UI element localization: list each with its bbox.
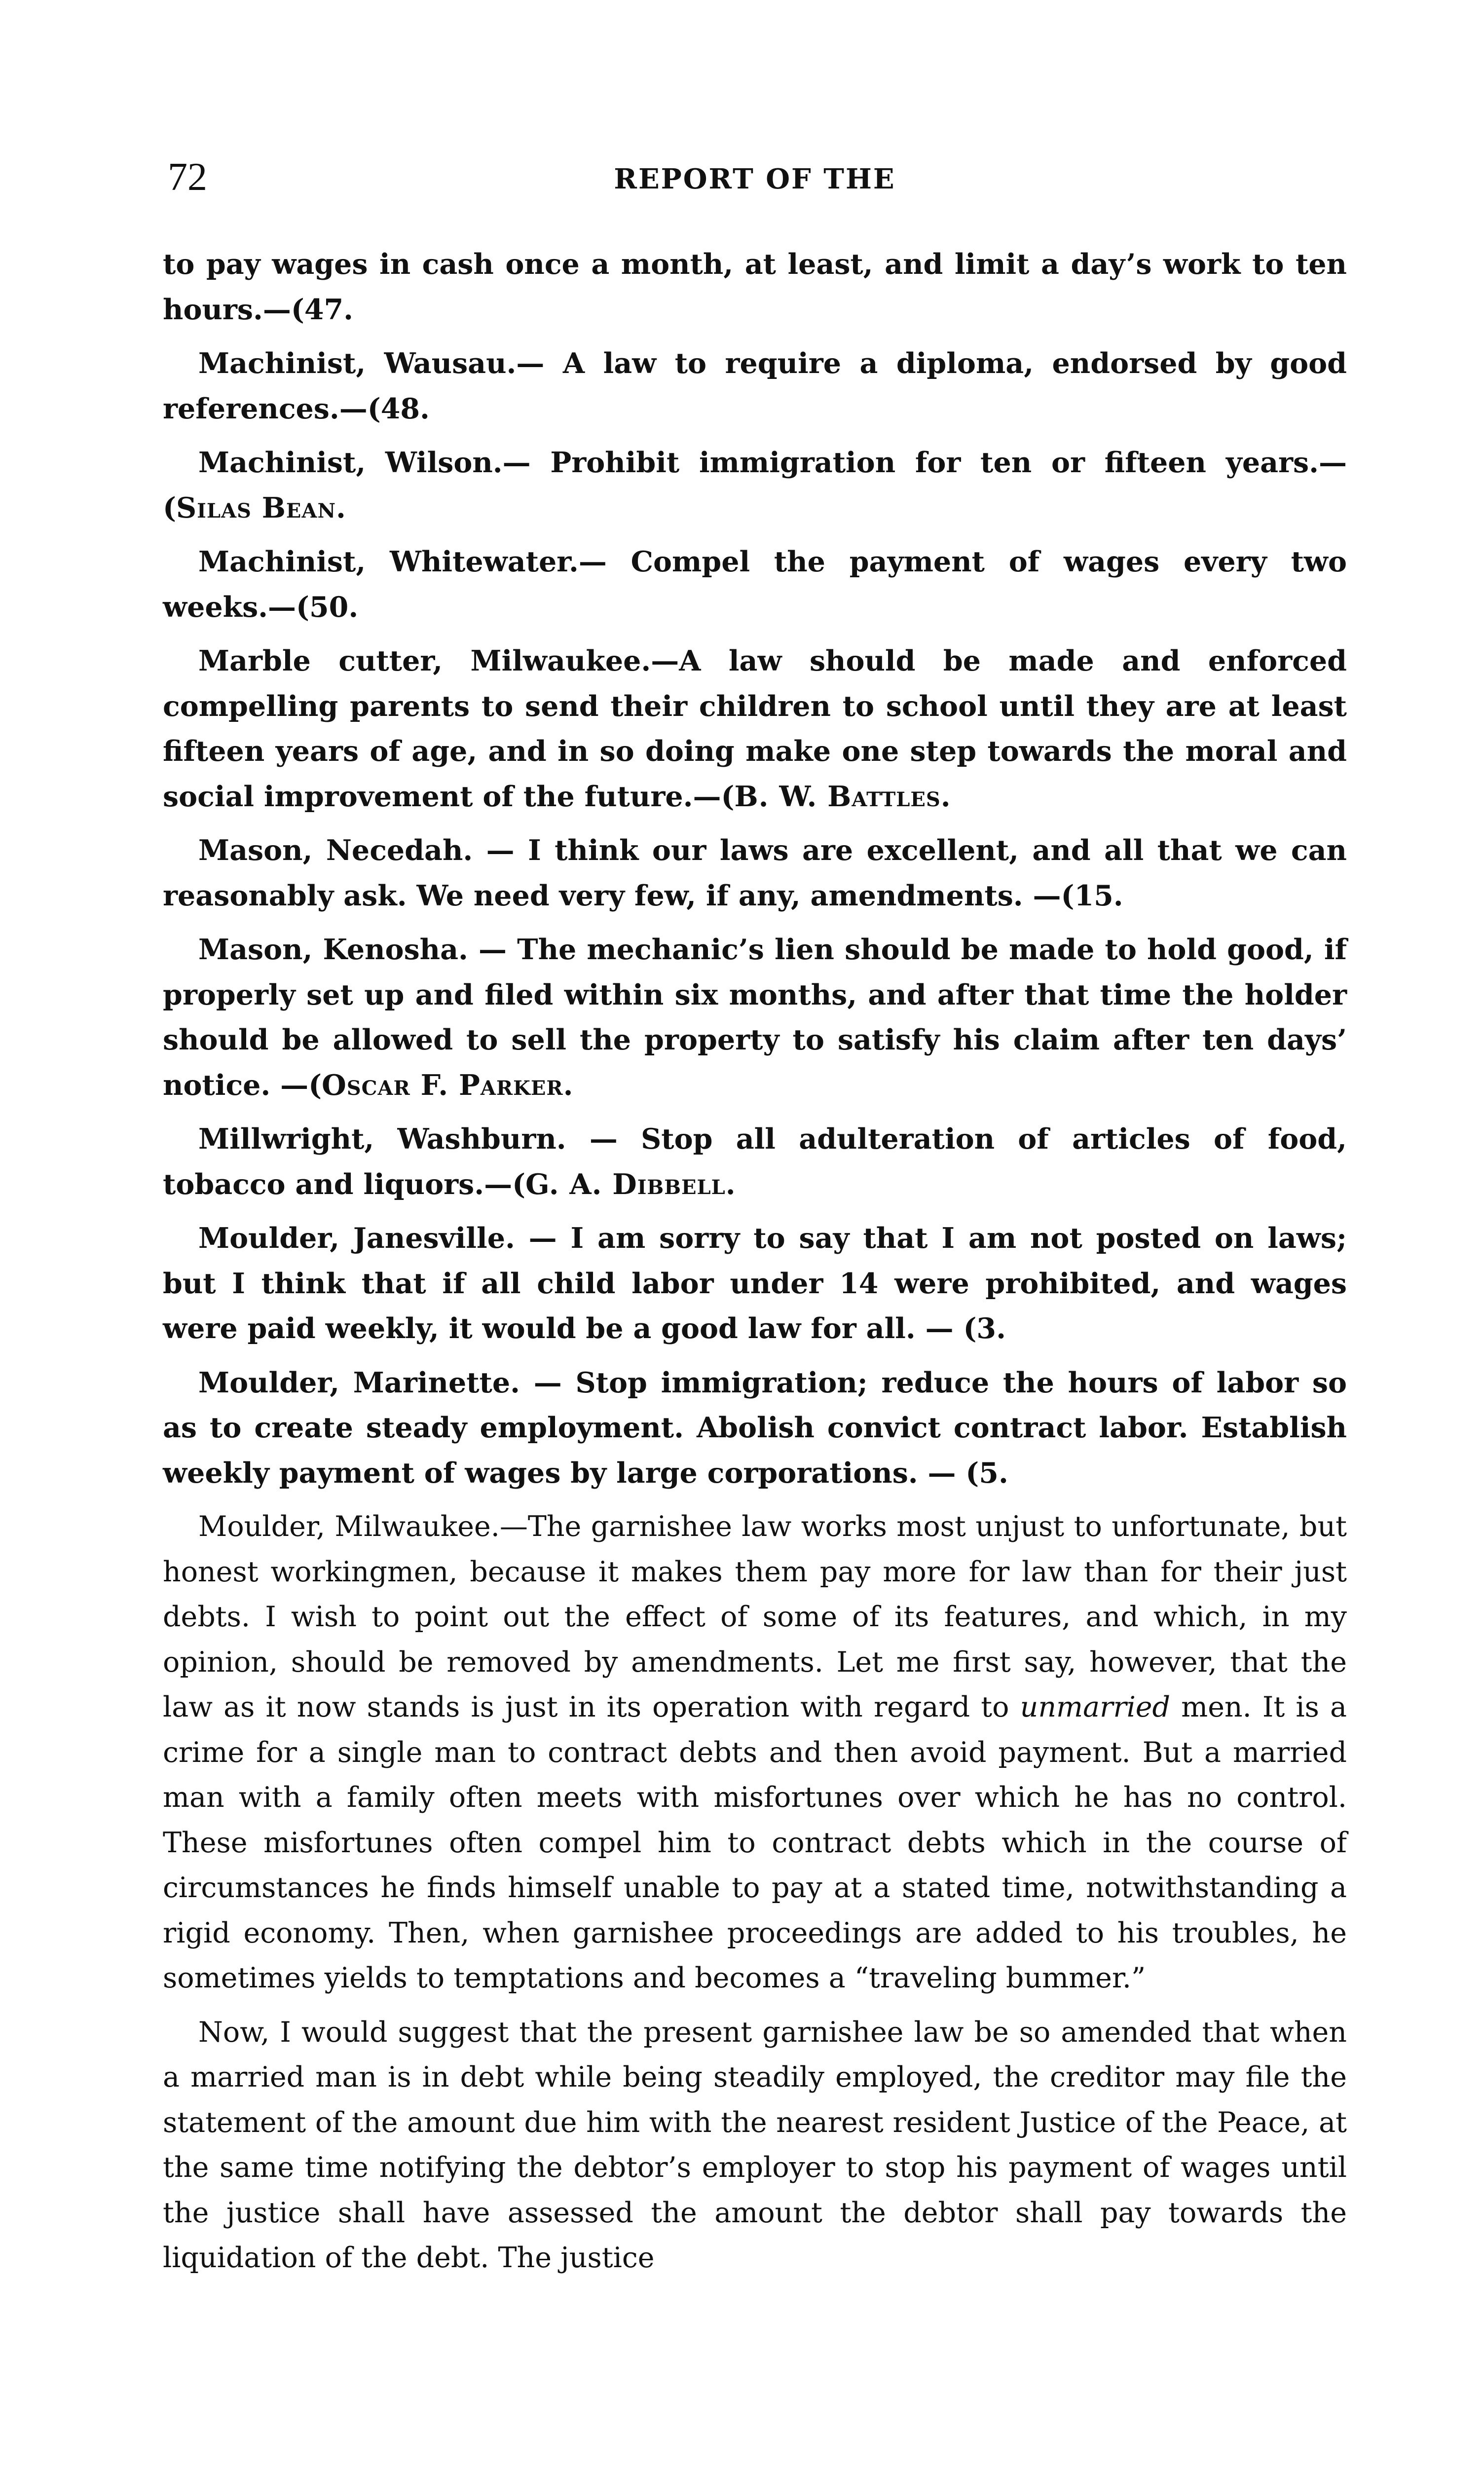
entry-lead: Marble cutter, Milwaukee.	[198, 644, 651, 677]
body-text	[163, 242, 1347, 2290]
entry-lead: Mason, Kenosha.	[198, 933, 468, 966]
page-number: 72	[168, 155, 207, 199]
entry-text: — Stop immigration; reduce the hours of labor so as to create steady employment. Abolish convict contract labor. Establish weekly payment of wages by large corporations. — (5.	[163, 1366, 1347, 1490]
running-head: REPORT OF THE	[614, 163, 896, 195]
entry-lead: Machinist, Wilson.	[198, 446, 503, 479]
entry-text: — I think our laws are excellent, and all that we can reasonably ask. We need very few, if any, amendments. —(15.	[163, 834, 1347, 912]
entry-paragraph	[163, 539, 1347, 630]
entry-text: — Prohibit immigration for ten or fifteen years.— (	[163, 446, 1347, 524]
entry-paragraph	[163, 1216, 1347, 1351]
entry-lead: Moulder, Janesville.	[198, 1222, 515, 1255]
entry-paragraph	[163, 927, 1347, 1108]
entry-lead: Machinist, Wausau.	[198, 347, 517, 380]
entry-paragraph	[163, 828, 1347, 918]
page-header	[163, 143, 1347, 212]
entry-text: — I am sorry to say that I am not posted on laws; but I think that if all child labor under 14 were prohibited, and wages were paid weekly, it would be a good law for all. — (3.	[163, 1222, 1347, 1345]
closing-paragraph: Now, I would suggest that the present garnishee law be so amended that when a married man is in debt while being steadily employed, the creditor may file the statement of the amount due him with the nearest resident Justice of the Peace, at the same time notifying the debtor’s employer to stop his payment of wages until the justice shall have assessed the amount the debtor shall pay towards the liquidation of the debt. The justice	[163, 2016, 1347, 2274]
entry-text: — The mechanic’s lien should be made to hold good, if properly set up and filed within six months, and after that time the holder should be allowed to sell the property to satisfy his claim after ten days’ notice. —(	[163, 933, 1347, 1102]
entry-text: — Stop all adulteration of articles of food, tobacco and liquors.—(	[163, 1122, 1347, 1201]
entry-paragraph	[163, 638, 1347, 819]
moulder-milwaukee-paragraph	[163, 1504, 1347, 2001]
entry-paragraph	[163, 242, 1347, 332]
entry-paragraph	[163, 341, 1347, 431]
entry-paragraph	[163, 1117, 1347, 1207]
entry-paragraph	[163, 440, 1347, 530]
book-page	[163, 143, 1347, 2274]
entry-signature: G. A. Dibbell.	[525, 1167, 736, 1201]
entry-lead: Machinist, Whitewater.	[198, 545, 579, 578]
entry-lead: Mason, Necedah.	[198, 834, 473, 867]
entry-text: — Compel the payment of wages every two weeks.—(50.	[163, 545, 1347, 624]
entry-text: — A law to require a diploma, endorsed by good references.—(48.	[163, 347, 1347, 425]
entry-text: —The garnishee law works most unjust to unfortunate, but honest workingmen, because it makes them pay more for law than for their just debts. I wish to point out the effect of some of its features, and which, in my opinion, should be removed by amendments. Let me first say, however, that the law as it now stands is just in its operation with regard to	[163, 1510, 1347, 1723]
entry-signature: B. W. Battles.	[734, 780, 951, 813]
emphasized-word: unmarried	[1020, 1691, 1171, 1723]
entry-lead: Millwright, Washburn.	[198, 1122, 566, 1156]
entry-lead: Moulder, Milwaukee.	[198, 1510, 500, 1543]
entry-paragraph	[163, 1360, 1347, 1496]
entry-signature: Oscar F. Parker.	[322, 1068, 574, 1102]
entry-text: —A law should be made and enforced compelling parents to send their children to school until they are at least fifteen years of age, and in so doing make one step towards the moral and social improvement of the future.—(	[163, 644, 1347, 813]
entry-signature: Silas Bean.	[176, 491, 346, 524]
entry-text: to pay wages in cash once a month, at least, and limit a day’s work to ten hours.—(47.	[163, 248, 1347, 326]
entry-lead: Moulder, Marinette.	[198, 1366, 520, 1399]
entry-text-continued: men. It is a crime for a single man to contract debts and then avoid payment. But a married man with a family often meets with misfortunes over which he has no control. These misfortunes often compel him to contract debts which in the course of circumstances he finds himself unable to pay at a stated time, notwithstanding a rigid economy. Then, when garnishee proceedings are added to his troubles, he sometimes yields to temptations and becomes a “traveling bummer.”	[163, 1691, 1347, 1994]
